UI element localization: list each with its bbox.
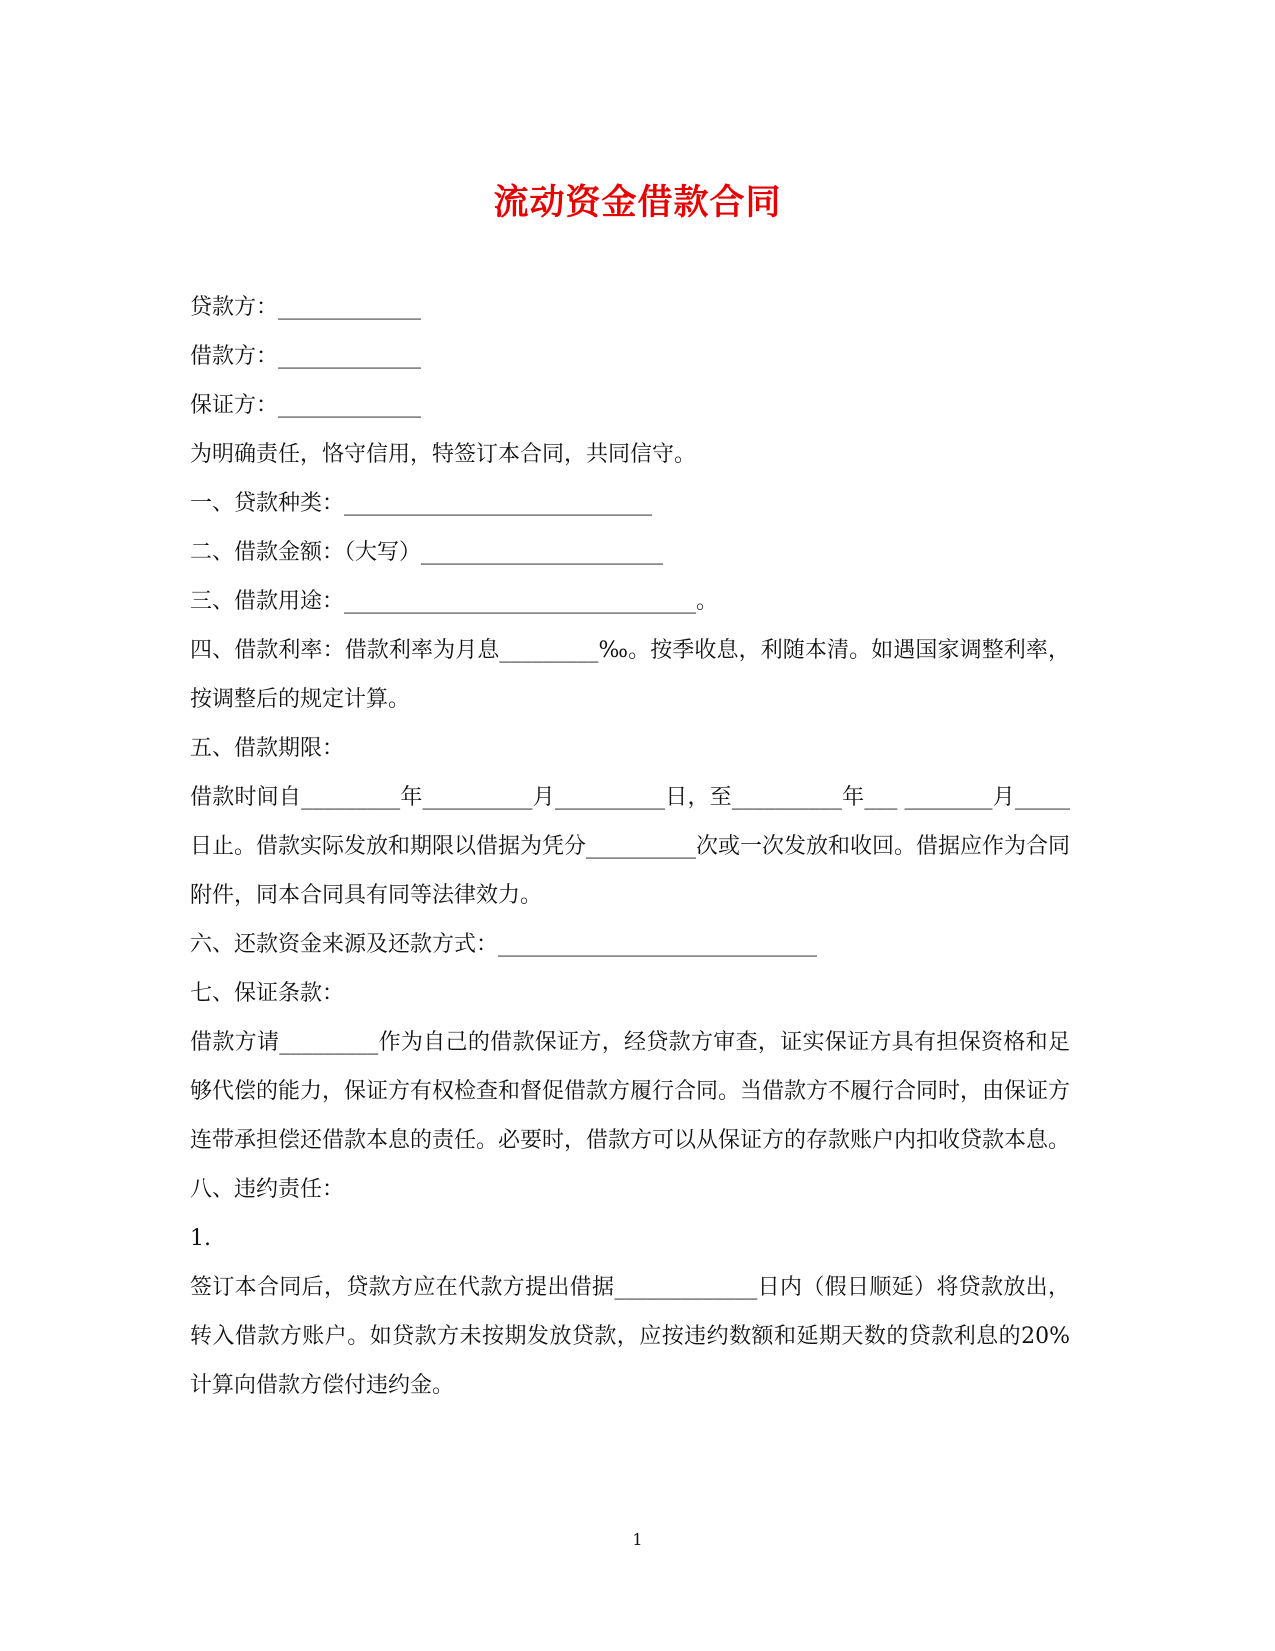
clause-loan-amount: 二、借款金额：（大写）______________________ (190, 540, 664, 565)
document-title: 流动资金借款合同 (493, 182, 782, 223)
clause-breach-item-number: 1. (190, 1226, 211, 1251)
page-number: 1 (632, 1530, 643, 1549)
borrower-line: 借款方：_____________ (190, 344, 422, 369)
lender-line: 贷款方：_____________ (190, 295, 422, 320)
clause-loan-type: 一、贷款种类：____________________________ (190, 491, 653, 516)
clause-breach-item-body: 签订本合同后，贷款方应在代款方提出借据_____________日内（假日顺延）将贷款放出，转入借款方账户。如贷款方未按期发放贷款，应按违约数额和延期天数的贷款利息的20%计算向借款方偿付违约金。 (190, 1275, 1070, 1398)
clause-repayment: 六、还款资金来源及还款方式：_____________________________ (190, 932, 818, 957)
clause-breach-heading: 八、违约责任： (190, 1177, 345, 1202)
clause-guarantee-heading: 七、保证条款： (190, 981, 345, 1006)
clause-loan-purpose: 三、借款用途：________________________________。 (190, 589, 719, 614)
clause-guarantee-body: 借款方请_________作为自己的借款保证方，经贷款方审查，证实保证方具有担保资格和足够代偿的能力，保证方有权检查和督促借款方履行合同。当借款方不履行合同时，由保证方连带承担偿还借款本息的责任。必要时，借款方可以从保证方的存款账户内扣收贷款本息。 (190, 1030, 1071, 1153)
clause-interest-rate: 四、借款利率：借款利率为月息_________‰。按季收息，利随本清。如遇国家调整利率，按调整后的规定计算。 (190, 638, 1070, 712)
document-body (190, 283, 1070, 1410)
preamble: 为明确责任，恪守信用，特签订本合同，共同信守。 (190, 442, 697, 467)
guarantor-line: 保证方：_____________ (190, 393, 422, 418)
clause-term-body: 借款时间自_________年__________月__________日，至__________年___ ________月_____日止。借款实际发放和期限以借据为凭分__________次或一次发放和收回。借据应作为合同附件，同本合同具有同等法律效力。 (190, 785, 1071, 908)
clause-term-heading: 五、借款期限： (190, 736, 345, 761)
